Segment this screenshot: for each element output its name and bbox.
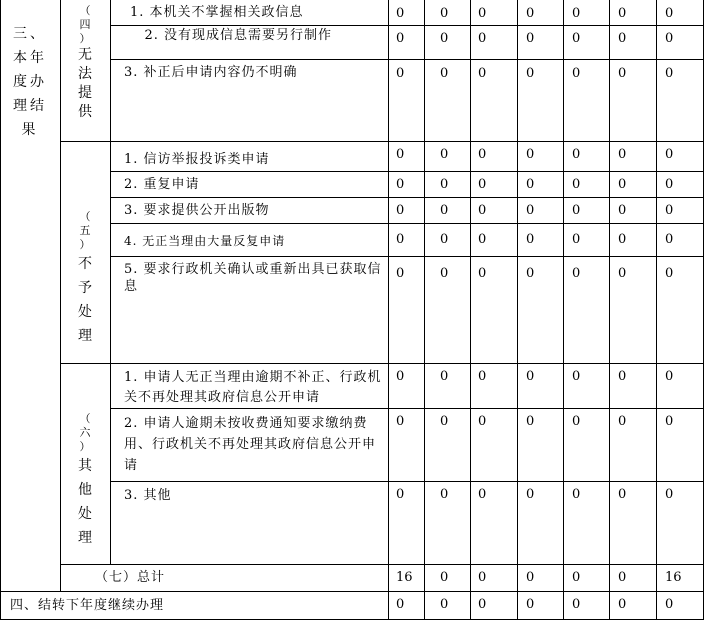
value-cell: 0: [440, 6, 449, 21]
value-cell: 0: [618, 487, 627, 502]
grid-line: [110, 0, 111, 564]
grid-line: [517, 0, 518, 620]
row-label: 2. 重复申请: [124, 177, 200, 192]
value-cell: 0: [572, 369, 581, 384]
value-cell: 0: [396, 66, 405, 81]
value-cell: 0: [478, 177, 487, 192]
value-cell: 0: [478, 147, 487, 162]
value-cell: 0: [396, 369, 405, 384]
grid-line: [110, 25, 704, 26]
grid-line: [110, 223, 704, 224]
grid-line: [609, 0, 610, 620]
grid-line: [0, 591, 704, 592]
value-cell: 0: [478, 487, 487, 502]
value-cell: 0: [396, 6, 405, 21]
total-value-cell: 0: [440, 570, 449, 585]
group5-label: （ 五 ） 不 予 处 理: [78, 210, 92, 344]
value-cell: 0: [440, 266, 449, 281]
value-cell: 0: [396, 266, 405, 281]
value-cell: 0: [526, 369, 535, 384]
value-cell: 0: [618, 414, 627, 429]
value-cell: 0: [526, 31, 535, 46]
total-value-cell: 0: [526, 570, 535, 585]
value-cell: 0: [396, 487, 405, 502]
value-cell: 0: [396, 203, 405, 218]
value-cell: 0: [526, 147, 535, 162]
value-cell: 0: [396, 414, 405, 429]
value-cell: 0: [572, 147, 581, 162]
section4-value-cell: 0: [618, 597, 627, 612]
value-cell: 0: [665, 203, 674, 218]
grid-line: [424, 0, 425, 620]
value-cell: 0: [665, 147, 674, 162]
value-cell: 0: [618, 232, 627, 247]
group6-label: （ 六 ） 其 他 处 理: [78, 412, 92, 546]
value-cell: 0: [618, 369, 627, 384]
value-cell: 0: [478, 232, 487, 247]
grid-line: [470, 0, 471, 620]
value-cell: 0: [572, 414, 581, 429]
row-label: 1. 信访举报投诉类申请: [124, 152, 270, 167]
value-cell: 0: [440, 31, 449, 46]
value-cell: 0: [396, 31, 405, 46]
value-cell: 0: [665, 414, 674, 429]
value-cell: 0: [526, 266, 535, 281]
value-cell: 0: [665, 369, 674, 384]
value-cell: 0: [478, 266, 487, 281]
value-cell: 0: [478, 369, 487, 384]
value-cell: 0: [440, 147, 449, 162]
row-label: 2. 没有现成信息需要另行制作: [144, 28, 332, 43]
row-label: 1. 本机关不掌握相关政信息: [130, 5, 304, 20]
value-cell: 0: [478, 66, 487, 81]
section4-value-cell: 0: [572, 597, 581, 612]
value-cell: 0: [440, 203, 449, 218]
value-cell: 0: [618, 66, 627, 81]
total-value-cell: 16: [396, 570, 413, 585]
row-label: 3. 补正后申请内容仍不明确: [124, 65, 298, 80]
section3-label: 三、 本年 度办 理结 果: [13, 26, 47, 138]
value-cell: 0: [665, 6, 674, 21]
value-cell: 0: [440, 66, 449, 81]
value-cell: 0: [396, 147, 405, 162]
value-cell: 0: [478, 414, 487, 429]
value-cell: 0: [478, 6, 487, 21]
value-cell: 0: [526, 177, 535, 192]
grid-line: [110, 408, 704, 409]
value-cell: 0: [572, 487, 581, 502]
section4-value-cell: 0: [665, 597, 674, 612]
section4-value-cell: 0: [526, 597, 535, 612]
value-cell: 0: [665, 177, 674, 192]
value-cell: 0: [478, 203, 487, 218]
value-cell: 0: [396, 177, 405, 192]
value-cell: 0: [572, 66, 581, 81]
value-cell: 0: [440, 414, 449, 429]
row-label: 5. 要求行政机关确认或重新出具已获取信息: [124, 262, 382, 294]
value-cell: 0: [618, 31, 627, 46]
value-cell: 0: [665, 66, 674, 81]
value-cell: 0: [440, 232, 449, 247]
row-label: 4. 无正当理由大量反复申请: [124, 234, 286, 248]
section4-value-cell: 0: [396, 597, 405, 612]
grid-line: [60, 564, 704, 565]
grid-line: [110, 481, 704, 482]
grid-line: [60, 0, 61, 591]
value-cell: 0: [526, 487, 535, 502]
value-cell: 0: [526, 414, 535, 429]
value-cell: 0: [618, 6, 627, 21]
value-cell: 0: [618, 266, 627, 281]
value-cell: 0: [665, 266, 674, 281]
row-label: 1. 申请人无正当理由逾期不补正、行政机关不再处理其政府信息公开申请: [124, 370, 382, 405]
grid-line: [110, 171, 704, 172]
value-cell: 0: [440, 369, 449, 384]
value-cell: 0: [526, 232, 535, 247]
grid-line: [656, 0, 657, 620]
value-cell: 0: [665, 31, 674, 46]
grid-line: [110, 256, 704, 257]
value-cell: 0: [618, 203, 627, 218]
section4-label: 四、结转下年度继续办理: [10, 598, 165, 613]
grid-line: [110, 59, 704, 60]
value-cell: 0: [396, 232, 405, 247]
grid-line: [563, 0, 564, 620]
value-cell: 0: [665, 232, 674, 247]
value-cell: 0: [478, 31, 487, 46]
value-cell: 0: [440, 487, 449, 502]
total-value-cell: 0: [572, 570, 581, 585]
row-label: 2. 申请人逾期未按收费通知要求缴纳费用、行政机关不再处理其政府信息公开申请: [124, 416, 377, 473]
row-label: 3. 其他: [124, 488, 172, 503]
value-cell: 0: [572, 266, 581, 281]
total-value-cell: 16: [665, 570, 682, 585]
value-cell: 0: [572, 31, 581, 46]
row-label: 3. 要求提供公开出版物: [124, 203, 270, 218]
grid-line: [60, 363, 704, 364]
value-cell: 0: [572, 6, 581, 21]
grid-line: [388, 0, 389, 620]
value-cell: 0: [526, 66, 535, 81]
value-cell: 0: [572, 177, 581, 192]
section4-value-cell: 0: [478, 597, 487, 612]
section4-value-cell: 0: [440, 597, 449, 612]
value-cell: 0: [618, 147, 627, 162]
group4-label: （ 四 ） 无 法 提 供: [78, 4, 92, 120]
total-label: （七）总计: [95, 570, 166, 585]
grid-line: [0, 0, 1, 620]
value-cell: 0: [665, 487, 674, 502]
value-cell: 0: [526, 203, 535, 218]
total-value-cell: 0: [618, 570, 627, 585]
grid-line: [60, 141, 704, 142]
grid-line: [110, 197, 704, 198]
value-cell: 0: [440, 177, 449, 192]
value-cell: 0: [572, 203, 581, 218]
value-cell: 0: [618, 177, 627, 192]
value-cell: 0: [572, 232, 581, 247]
value-cell: 0: [526, 6, 535, 21]
total-value-cell: 0: [478, 570, 487, 585]
